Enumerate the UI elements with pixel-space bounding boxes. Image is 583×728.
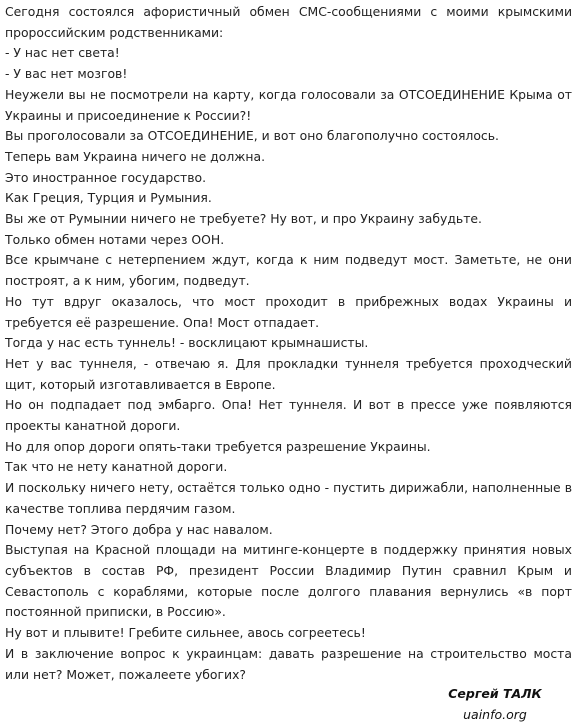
paragraph: Тогда у нас есть туннель! - восклицают крымнашисты. <box>5 335 369 351</box>
paragraph: Так что не нету канатной дороги. <box>5 459 228 475</box>
paragraph: Вы же от Румынии ничего не требуете? Ну вот, и про Украину забудьте. <box>5 211 482 227</box>
paragraph-sms-2: - У вас нет мозгов! <box>5 66 128 82</box>
paragraph: Но для опор дороги опять-таки требуется разрешение Украины. <box>5 438 431 454</box>
paragraph-sms-1: - У нас нет света! <box>5 45 120 61</box>
author-signature: Сергей ТАЛК <box>448 686 542 701</box>
paragraph: Нет у вас туннеля, - отвечаю я. Для прокладки туннеля требуется проходческий щит, который изготавливается в Европе. <box>5 355 572 392</box>
paragraph: Как Греция, Турция и Румыния. <box>5 190 212 206</box>
paragraph: Это иностранное государство. <box>5 169 207 185</box>
paragraph: Неужели вы не посмотрели на карту, когда голосовали за ОТСОЕДИНЕНИЕ Крыма от Украины и присоединение к России?! <box>5 86 572 123</box>
paragraph-closing: И в заключение вопрос к украинцам: давать разрешение на строительство моста или нет? Может, пожалеете убогих? <box>5 645 572 682</box>
paragraph: И поскольку ничего нету, остаётся только одно - пустить дирижабли, наполненные в качестве топлива пердячим газом. <box>5 480 572 516</box>
paragraph-intro: Сегодня состоялся афористичный обмен СМС-сообщениями с моими крымскими пророссийским родственниками: <box>5 4 572 40</box>
paragraph: Почему нет? Этого добра у нас навалом. <box>5 521 273 537</box>
paragraph: Но он подпадает под эмбарго. Опа! Нет туннеля. И вот в прессе уже появляются проекты канатной дороги. <box>5 397 572 434</box>
source-link: uainfo.org <box>463 707 527 722</box>
paragraph: Выступая на Красной площади на митинге-концерте в поддержку принятия новых субъектов в состав РФ, президент России Владимир Путин сравнил Крым и Севастополь с кораблями, которые после долгого плавания вернулись «в порт постоянной приписки, в Россию». <box>5 542 572 620</box>
paragraph: Только обмен нотами через ООН. <box>5 231 225 247</box>
paragraph: Все крымчане с нетерпением ждут, когда к ним подведут мост. Заметьте, не они построят, а к ним, убогим, подведут. <box>5 252 572 289</box>
paragraph: Но тут вдруг оказалось, что мост проходит в прибрежных водах Украины и требуется её разрешение. Опа! Мост отпадает. <box>5 293 572 330</box>
article-body <box>5 2 572 685</box>
paragraph: Ну вот и плывите! Гребите сильнее, авось согреетесь! <box>5 625 366 641</box>
paragraph: Вы проголосовали за ОТСОЕДИНЕНИЕ, и вот оно благополучно состоялось. <box>5 128 499 144</box>
paragraph: Теперь вам Украина ничего не должна. <box>5 148 266 164</box>
